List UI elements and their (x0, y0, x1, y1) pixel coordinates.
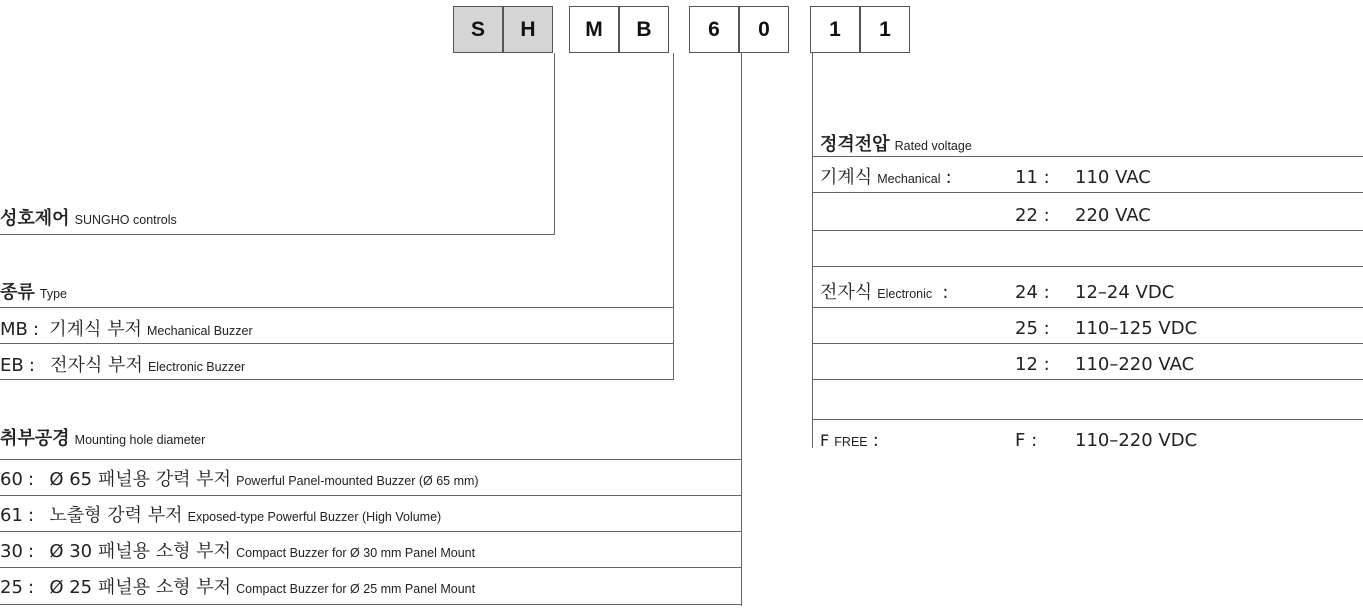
voltage-code: F : (1015, 430, 1038, 451)
type-heading: 종류 Type (0, 282, 67, 303)
mounting-item-61: 61 : 노출형 강력 부저 Exposed-type Powerful Buzzer (High Volume) (0, 505, 442, 526)
voltage-rule (812, 419, 1363, 420)
code-box-6: 6 (689, 6, 739, 53)
voltage-rule (812, 156, 1363, 157)
voltage-group-mechanical: 기계식 Mechanical : (820, 167, 952, 188)
voltage-value: 110 VAC (1075, 167, 1151, 188)
voltage-rule (812, 230, 1363, 231)
type-rule (0, 379, 674, 380)
connector-voltage (812, 53, 813, 448)
connector-type (673, 53, 674, 380)
voltage-rule (812, 192, 1363, 193)
voltage-rule (812, 266, 1363, 267)
voltage-rule (812, 307, 1363, 308)
code-box-1b: 1 (860, 6, 910, 53)
code-box-0: 0 (739, 6, 789, 53)
voltage-group-electronic: 전자식 Electronic : (820, 282, 949, 303)
voltage-value: 110–125 VDC (1075, 318, 1198, 339)
voltage-code: 11 : (1015, 167, 1050, 188)
connector-mounting (741, 53, 742, 606)
voltage-code: 25 : (1015, 318, 1050, 339)
brand-rule (0, 234, 555, 235)
code-box-m: M (569, 6, 619, 53)
voltage-value: 110–220 VAC (1075, 354, 1195, 375)
voltage-value: 12–24 VDC (1075, 282, 1175, 303)
voltage-value: 220 VAC (1075, 205, 1151, 226)
voltage-code: 22 : (1015, 205, 1050, 226)
voltage-code: 12 : (1015, 354, 1050, 375)
connector-brand (554, 53, 555, 234)
voltage-value: 110–220 VDC (1075, 430, 1198, 451)
voltage-rule (812, 343, 1363, 344)
type-rule (0, 343, 674, 344)
mounting-rule (0, 567, 742, 568)
type-rule (0, 307, 674, 308)
code-box-b: B (619, 6, 669, 53)
voltage-heading: 정격전압 Rated voltage (820, 134, 972, 155)
mounting-heading: 취부공경 Mounting hole diameter (0, 428, 206, 449)
type-item-mb: MB : 기계식 부저 Mechanical Buzzer (0, 319, 253, 340)
voltage-code: 24 : (1015, 282, 1050, 303)
mounting-rule (0, 495, 742, 496)
mounting-rule (0, 531, 742, 532)
code-box-h: H (503, 6, 553, 53)
mounting-item-60: 60 : Ø 65 패널용 강력 부저 Powerful Panel-mounted Buzzer (Ø 65 mm) (0, 469, 479, 490)
mounting-item-25: 25 : Ø 25 패널용 소형 부저 Compact Buzzer for Ø 25 mm Panel Mount (0, 577, 476, 598)
type-item-eb: EB : 전자식 부저 Electronic Buzzer (0, 355, 246, 376)
brand-heading: 성호제어 SUNGHO controls (0, 208, 177, 229)
code-box-1a: 1 (810, 6, 860, 53)
voltage-group-free: F FREE : (820, 430, 879, 451)
mounting-rule (0, 604, 742, 605)
code-box-s: S (453, 6, 503, 53)
mounting-rule (0, 459, 742, 460)
mounting-item-30: 30 : Ø 30 패널용 소형 부저 Compact Buzzer for Ø 30 mm Panel Mount (0, 541, 476, 562)
voltage-rule (812, 379, 1363, 380)
